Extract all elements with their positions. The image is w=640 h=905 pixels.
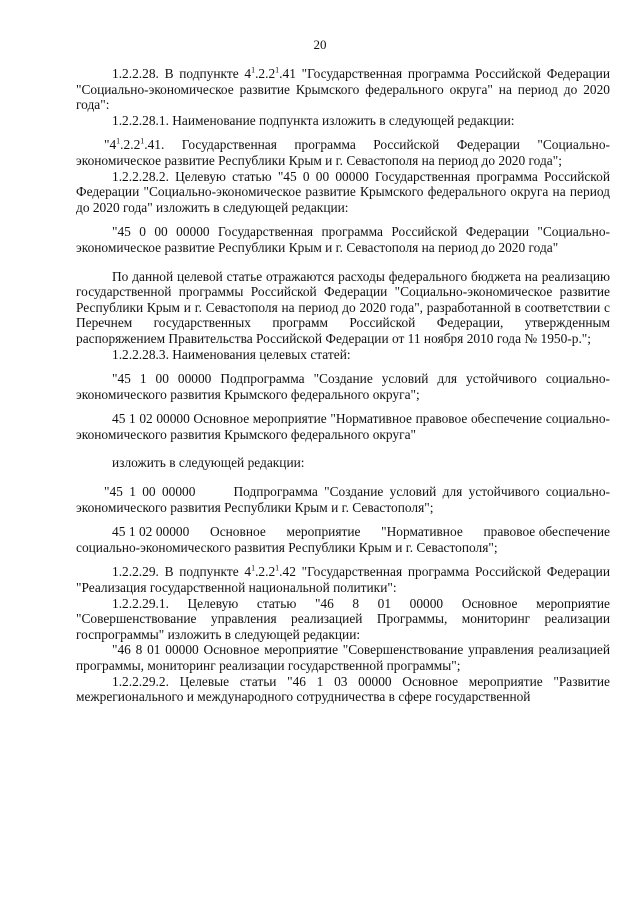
page-number: 20 [313,37,327,52]
quoted-target-article-45-0: "45 0 00 00000 Государственная программа Российской Федерации "Социально-экономическое развитие Республики Крым и г. Севастополя на период до 2020 года" [76,224,610,255]
paragraph-1-2-2-29-2: 1.2.2.29.2. Целевые статьи "46 1 03 00000 Основное мероприятие "Развитие межрегионального и международного сотрудничества в сфере государственной [76,673,610,705]
quoted-subpoint-name: "$4^1.2.2^1.41$. Государственная программа Российской Федерации "Социально-экономическое развитие Республики Крым и г. Севастополя на период до 2020 года"; [76,136,610,168]
document-body [76,65,614,705]
quoted-target-article-46-8: "46 8 01 00000 Основное мероприятие "Совершенствование управления реализацией программы, мониторинг реализации государственной программы"; [76,642,610,673]
paragraph-1-2-2-28: 1.2.2.28. В подпункте $4^1.2.2^1.41$ "Государственная программа Российской Федерации "Социально-экономическое развитие Крымского федерального округа" на период до 2020 года": [76,65,610,113]
paragraph-1-2-2-28-1: 1.2.2.28.1. Наименование подпункта изложить в следующей редакции: [112,112,515,128]
paragraph-1-2-2-28-2: 1.2.2.28.2. Целевую статью "45 0 00 00000 Государственная программа Российской Федерации "Социально-экономическое развитие Крымского федерального округа на период до 2020 года" изложить в следующей редакции: [76,168,610,215]
quoted-target-article-45-1-new: "45 1 00 00000 Подпрограмма "Создание условий для устойчивого социально-экономического развития Республики Крым и г. Севастополя"; [76,484,610,515]
paragraph-expenses-description: По данной целевой статье отражаются расходы федерального бюджета на реализацию государственной программы Российской Федерации "Социально-экономическое развитие Республики Крым и г. Севастополя на период до 2020 года", разработанной в соответствии с Перечнем государственных программ Российской Федерации, утвержденным распоряжением Правительства Российской Федерации от 11 ноября 2010 года № 1950-р."; [76,268,610,346]
paragraph-1-2-2-29: 1.2.2.29. В подпункте $4^1.2.2^1.42$ "Государственная программа Российской Федерации "Реализация государственной национальной политики": [76,563,610,596]
quoted-target-article-45-1-old: "45 1 00 00000 Подпрограмма "Создание условий для устойчивого социально-экономического развития Крымского федерального округа"; [76,371,610,402]
paragraph-1-2-2-28-3: 1.2.2.28.3. Наименования целевых статей: [112,346,351,362]
quoted-target-article-45-1-02-old: 45 1 02 00000 Основное мероприятие "Нормативное правовое обеспечение социально-экономического развития Крымского федерального округа" [76,411,610,442]
paragraph-1-2-2-29-1: 1.2.2.29.1. Целевую статью "46 8 01 00000 Основное мероприятие "Совершенствование управления реализацией Программы, мониторинг реализации госпрограммы" изложить в следующей редакции: [76,595,610,642]
paragraph-new-edition-intro: изложить в следующей редакции: [112,455,305,471]
quoted-target-article-45-1-02-new: 45 1 02 00000 Основное мероприятие "Нормативное правовое обеспечение социально-экономического развития Республики Крым и г. Севастополя"; [76,524,614,555]
